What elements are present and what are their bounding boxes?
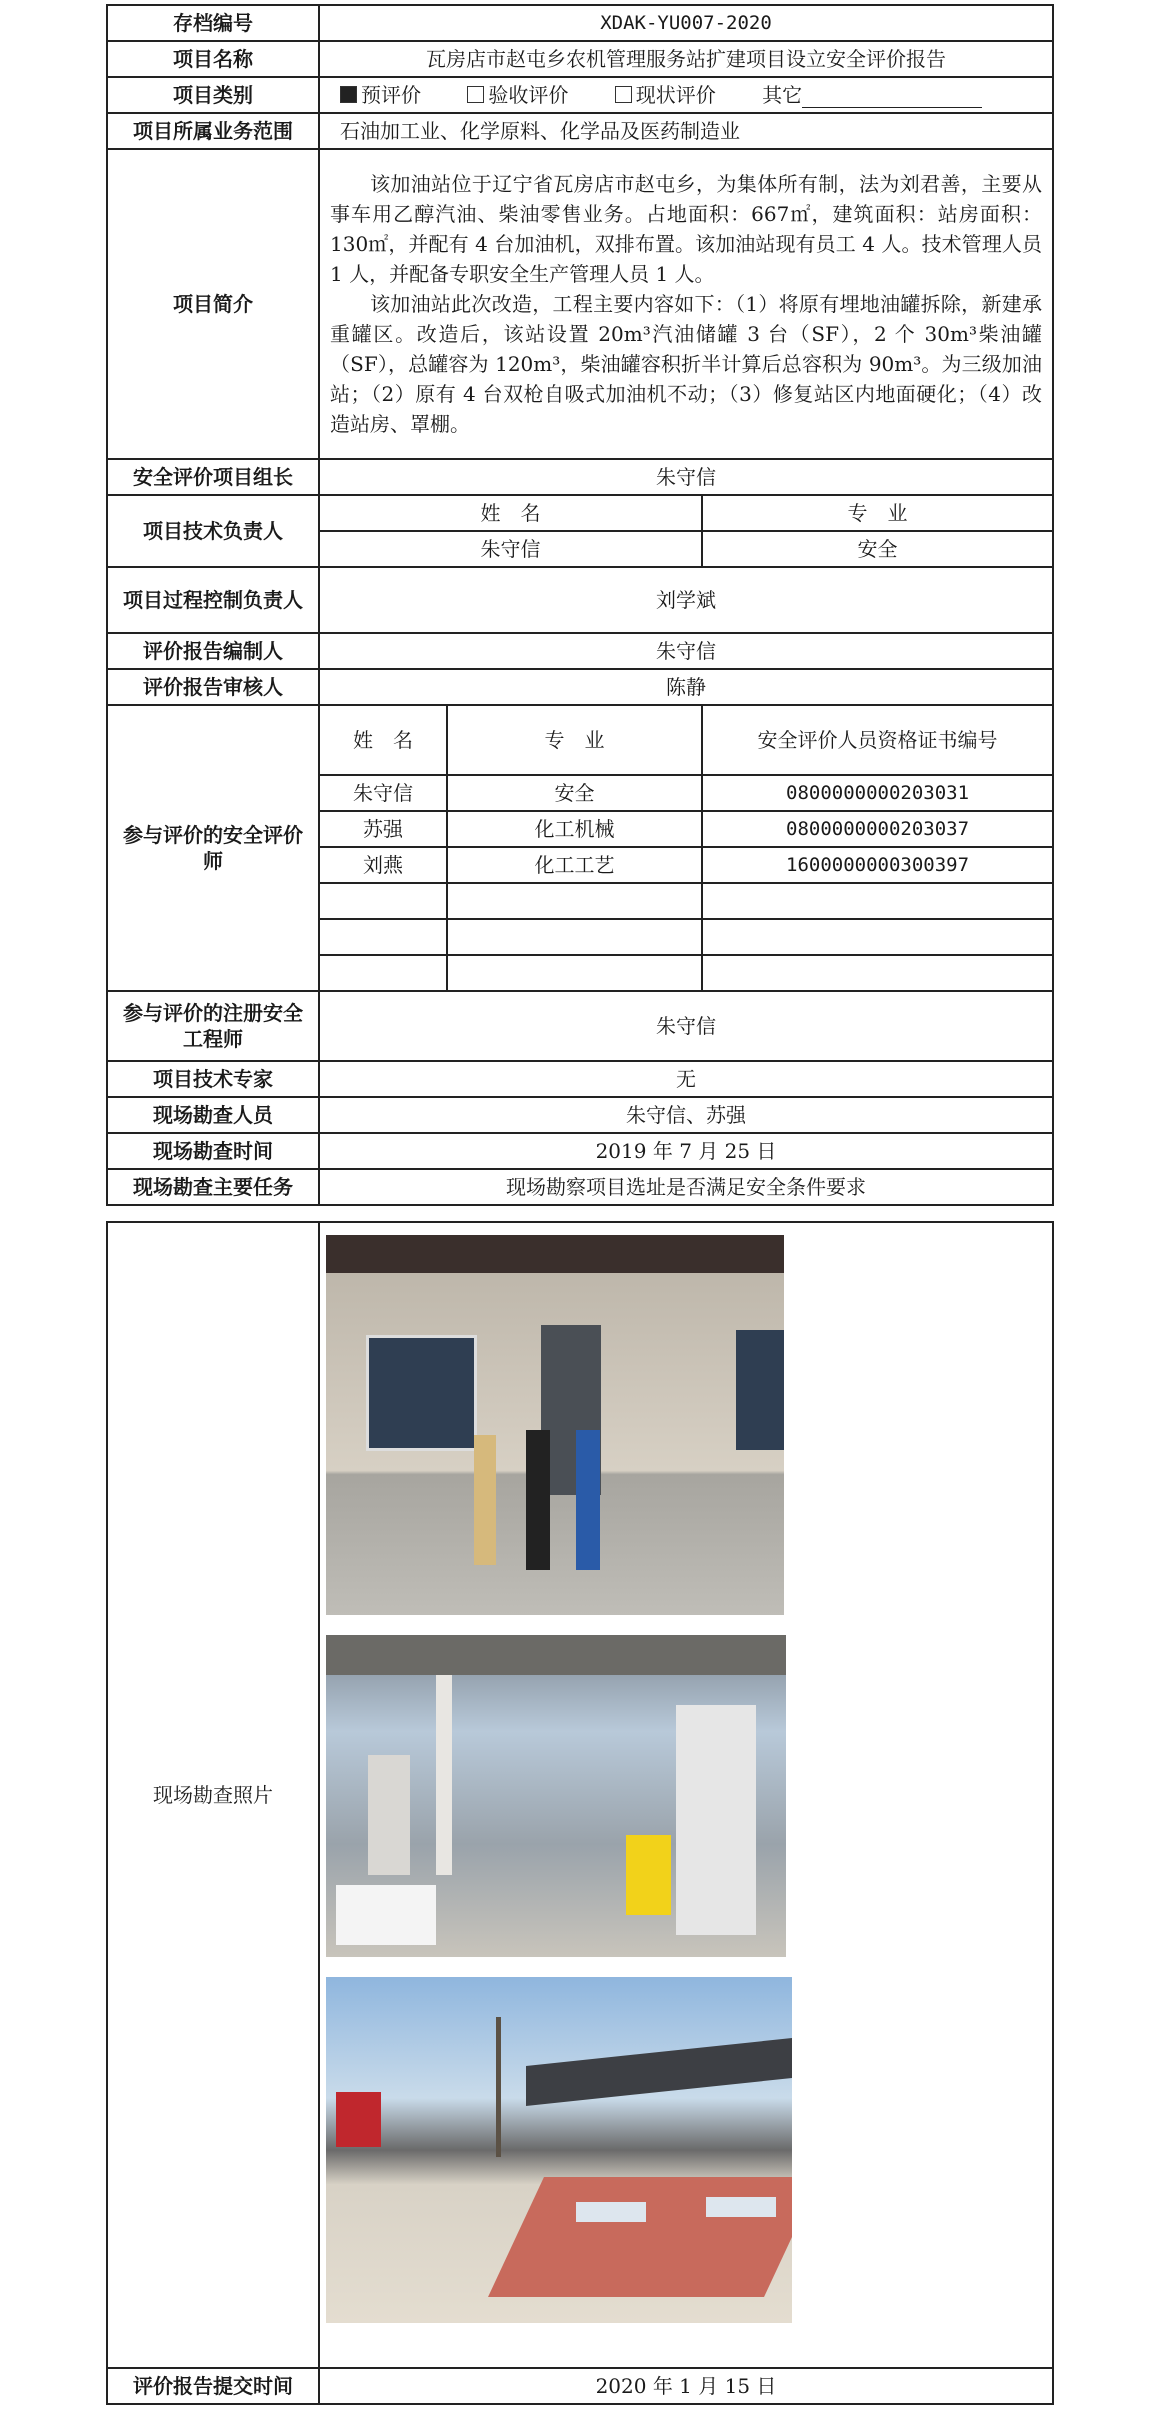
reviewer-value: 陈静 bbox=[319, 669, 1053, 705]
submit-time-value: 2020 年 1 月 15 日 bbox=[319, 2368, 1053, 2404]
photos-cell bbox=[319, 1222, 1053, 2368]
survey-task-value: 现场勘察项目选址是否满足安全条件要求 bbox=[319, 1169, 1053, 1205]
survey-task-label: 现场勘查主要任务 bbox=[107, 1169, 319, 1205]
window bbox=[366, 1335, 477, 1451]
checkbox-checked-icon bbox=[340, 86, 357, 103]
evaluator-major: 化工机械 bbox=[447, 811, 702, 847]
compiler-label: 评价报告编制人 bbox=[107, 633, 319, 669]
process-control-label: 项目过程控制负责人 bbox=[107, 567, 319, 633]
info-table bbox=[106, 4, 1054, 1206]
project-name-value: 瓦房店市赵屯乡农机管理服务站扩建项目设立安全评价报告 bbox=[319, 41, 1053, 77]
person bbox=[576, 1430, 600, 1570]
project-type-label: 项目类别 bbox=[107, 77, 319, 113]
archive-no-label: 存档编号 bbox=[107, 5, 319, 41]
fuel-dispenser bbox=[676, 1705, 756, 1935]
tech-lead-major-header: 专 业 bbox=[702, 495, 1053, 531]
site-photo-tank-area bbox=[326, 1977, 792, 2323]
option-other: 其它 bbox=[762, 83, 982, 107]
other-underline bbox=[802, 87, 982, 108]
photos-label: 现场勘查照片 bbox=[107, 1222, 319, 2368]
evaluator-name bbox=[319, 955, 447, 991]
person bbox=[526, 1430, 550, 1570]
reg-engineer-value: 朱守信 bbox=[319, 991, 1053, 1061]
option-acceptance-evaluation[interactable]: 验收评价 bbox=[467, 82, 568, 108]
survey-time-label: 现场勘查时间 bbox=[107, 1133, 319, 1169]
intro-paragraph-2: 该加油站此次改造，工程主要内容如下：（1）将原有埋地油罐拆除，新建承重罐区。改造后，该站设置 20m³汽油储罐 3 台（SF），2 个 30m³柴油罐（SF），总罐容为 120m³，柴油罐容积折半计算后总容积为 90m³。为三级加油站；（2）原有 4 台双枪自吸式加油机不动；（3）修复站区内地面硬化；（4）改造站房、罩棚。 bbox=[330, 292, 1043, 436]
canopy bbox=[326, 1635, 786, 1675]
window bbox=[736, 1330, 784, 1450]
site-photo-fuel-dispensers bbox=[326, 1635, 786, 1957]
manhole-cover bbox=[576, 2202, 646, 2222]
evaluator-name: 朱守信 bbox=[319, 775, 447, 811]
evaluators-label: 参与评价的安全评价师 bbox=[107, 705, 319, 991]
intro-paragraph-1: 该加油站位于辽宁省瓦房店市赵屯乡，为集体所有制，法为刘君善，主要从事车用乙醇汽油、柴油零售业务。占地面积：667㎡，建筑面积：站房面积：130㎡，并配有 4 台加油机，双排布置。该加油站现有员工 4 人。技术管理人员 1 人，并配备专职安全生产管理人员 1 人。 bbox=[330, 172, 1043, 286]
archive-no-value: XDAK-YU007-2020 bbox=[319, 5, 1053, 41]
business-scope-label: 项目所属业务范围 bbox=[107, 113, 319, 149]
roof bbox=[526, 2038, 792, 2106]
evaluator-major: 安全 bbox=[447, 775, 702, 811]
water-containers bbox=[336, 1885, 436, 1945]
evaluator-major: 化工工艺 bbox=[447, 847, 702, 883]
evaluator-cert bbox=[702, 919, 1053, 955]
survey-staff-label: 现场勘查人员 bbox=[107, 1097, 319, 1133]
evaluator-name bbox=[319, 919, 447, 955]
tech-lead-label: 项目技术负责人 bbox=[107, 495, 319, 567]
option-pre-evaluation[interactable]: 预评价 bbox=[340, 82, 421, 108]
survey-time-value: 2019 年 7 月 25 日 bbox=[319, 1133, 1053, 1169]
site-photo-station-building bbox=[326, 1235, 784, 1615]
evaluator-major bbox=[447, 883, 702, 919]
evaluator-name bbox=[319, 883, 447, 919]
tech-expert-value: 无 bbox=[319, 1061, 1053, 1097]
evaluator-cert: 0800000000203037 bbox=[702, 811, 1053, 847]
reg-engineer-label: 参与评价的注册安全工程师 bbox=[107, 991, 319, 1061]
building-sign bbox=[326, 1235, 784, 1273]
evaluator-major bbox=[447, 955, 702, 991]
evaluators-header-cert: 安全评价人员资格证书编号 bbox=[702, 705, 1053, 775]
intro-label: 项目简介 bbox=[107, 149, 319, 459]
person bbox=[474, 1435, 496, 1565]
evaluator-major bbox=[447, 919, 702, 955]
tank-area-paving bbox=[488, 2177, 792, 2297]
person bbox=[626, 1835, 671, 1915]
project-name-label: 项目名称 bbox=[107, 41, 319, 77]
evaluator-cert bbox=[702, 883, 1053, 919]
pole bbox=[496, 2017, 501, 2157]
option-status-evaluation[interactable]: 现状评价 bbox=[615, 82, 716, 108]
checkbox-empty-icon bbox=[467, 86, 484, 103]
tech-expert-label: 项目技术专家 bbox=[107, 1061, 319, 1097]
project-type-options bbox=[319, 77, 1053, 113]
photo-table bbox=[106, 1221, 1054, 2405]
process-control-value: 刘学斌 bbox=[319, 567, 1053, 633]
intro-text bbox=[319, 149, 1053, 459]
team-leader-value: 朱守信 bbox=[319, 459, 1053, 495]
evaluators-header-major: 专 业 bbox=[447, 705, 702, 775]
tech-lead-name-header: 姓 名 bbox=[319, 495, 702, 531]
business-scope-value: 石油加工业、化学原料、化学品及医药制造业 bbox=[319, 113, 1053, 149]
evaluator-cert: 0800000000203031 bbox=[702, 775, 1053, 811]
tech-lead-major: 安全 bbox=[702, 531, 1053, 567]
canopy-pillar bbox=[436, 1675, 452, 1875]
evaluators-header-name: 姓 名 bbox=[319, 705, 447, 775]
evaluator-cert: 1600000000300397 bbox=[702, 847, 1053, 883]
checkbox-empty-icon bbox=[615, 86, 632, 103]
team-leader-label: 安全评价项目组长 bbox=[107, 459, 319, 495]
reviewer-label: 评价报告审核人 bbox=[107, 669, 319, 705]
submit-time-label: 评价报告提交时间 bbox=[107, 2368, 319, 2404]
evaluator-cert bbox=[702, 955, 1053, 991]
fuel-dispenser bbox=[368, 1755, 410, 1875]
manhole-cover bbox=[706, 2197, 776, 2217]
tech-lead-name: 朱守信 bbox=[319, 531, 702, 567]
survey-staff-value: 朱守信、苏强 bbox=[319, 1097, 1053, 1133]
compiler-value: 朱守信 bbox=[319, 633, 1053, 669]
evaluator-name: 刘燕 bbox=[319, 847, 447, 883]
fire-cabinet bbox=[336, 2092, 381, 2147]
evaluator-name: 苏强 bbox=[319, 811, 447, 847]
